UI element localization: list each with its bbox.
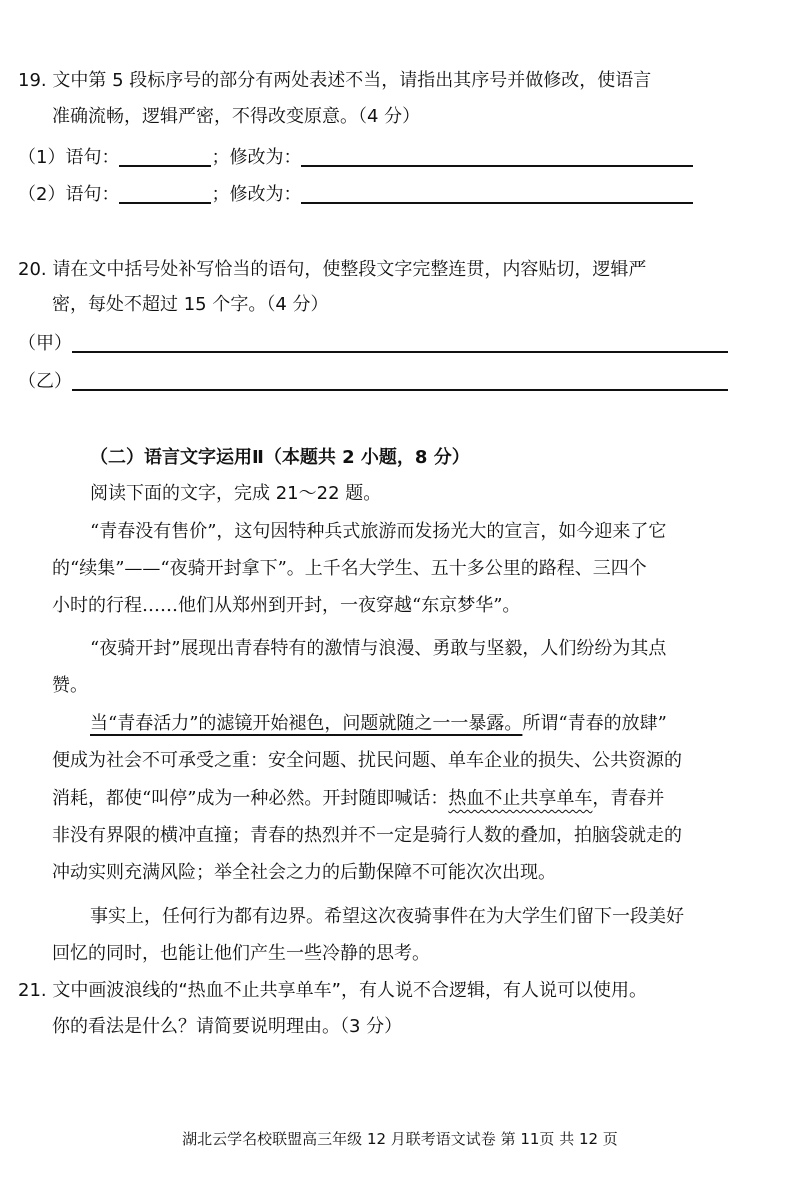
q21-line1: 21. 文中画波浪线的“热血不止共享单车”，有人说不合逻辑，有人说可以使用。 xyxy=(18,980,647,1001)
q20-yi-label: （乙） xyxy=(18,371,72,392)
passage-p3-l1 xyxy=(90,711,667,737)
q19-item2-revision-blank[interactable] xyxy=(301,184,693,204)
section-heading: （二）语言文字运用Ⅱ（本题共 2 小题，8 分） xyxy=(90,447,470,468)
passage-p1-l2: 的“续集”——“夜骑开封拿下”。上千名大学生、五十多公里的路程、三四个 xyxy=(52,558,647,579)
q20-line1: 20. 请在文中括号处补写恰当的语句，使整段文字完整连贯，内容贴切，逻辑严 xyxy=(18,259,647,280)
passage-p2-l1: “夜骑开封”展现出青春特有的激情与浪漫、勇敢与坚毅，人们纷纷为其点 xyxy=(90,638,667,659)
passage-p4-l2: 回忆的同时，也能让他们产生一些冷静的思考。 xyxy=(52,943,430,964)
q20-jia-label: （甲） xyxy=(18,333,72,354)
passage-p3-l2: 便成为社会不可承受之重：安全问题、扰民问题、单车企业的损失、公共资源的 xyxy=(52,750,682,771)
q19-line1: 19. 文中第 5 段标序号的部分有两处表述不当，请指出其序号并做修改，使语言 xyxy=(18,70,652,91)
q19-item2-revise-label: ；修改为： xyxy=(211,184,302,205)
q19-item1-label: （1）语句： xyxy=(18,147,120,168)
passage-p3-l5: 冲动实则充满风险；举全社会之力的后勤保障不可能次次出现。 xyxy=(52,862,556,883)
q20-yi xyxy=(18,369,728,395)
q19-item2-label: （2）语句： xyxy=(18,184,120,205)
q19-line2: 准确流畅，逻辑严密，不得改变原意。（4 分） xyxy=(52,106,421,127)
q20-jia-blank[interactable] xyxy=(72,333,728,353)
passage-p3-l3 xyxy=(52,786,664,812)
page-footer: 湖北云学名校联盟高三年级 12 月联考语文试卷 第 11页 共 12 页 xyxy=(182,1130,618,1148)
passage-p4-l1: 事实上，任何行为都有边界。希望这次夜骑事件在为大学生们留下一段美好 xyxy=(90,906,684,927)
q19-item1-sentence-blank[interactable] xyxy=(119,147,211,167)
q19-item2 xyxy=(18,182,693,208)
underlined-sentence: 当“青春活力”的滤镜开始褪色，问题就随之一一暴露。 xyxy=(90,713,523,734)
passage-p3-l1-rest: 所谓“青春的放肆” xyxy=(522,713,667,734)
q21-line2: 你的看法是什么？请简要说明理由。（3 分） xyxy=(52,1016,403,1037)
q19-item2-sentence-blank[interactable] xyxy=(119,184,211,204)
passage-p2-l2: 赞。 xyxy=(52,675,88,696)
q20-yi-blank[interactable] xyxy=(72,371,728,391)
q19-item1-revision-blank[interactable] xyxy=(301,147,693,167)
wavy-underlined-phrase: 热血不止共享单车 xyxy=(448,788,593,809)
q19-item1-revise-label: ；修改为： xyxy=(211,147,302,168)
passage-p3-l3-b: ，青春并 xyxy=(592,788,665,809)
q19-item1 xyxy=(18,145,693,171)
passage-p3-l4: 非没有界限的横冲直撞；青春的热烈并不一定是骑行人数的叠加，拍脑袋就走的 xyxy=(52,825,682,846)
q20-jia xyxy=(18,331,728,357)
section-intro: 阅读下面的文字，完成 21～22 题。 xyxy=(90,483,382,504)
q20-line2: 密，每处不超过 15 个字。（4 分） xyxy=(52,294,329,315)
passage-p1-l3: 小时的行程……他们从郑州到开封，一夜穿越“东京梦华”。 xyxy=(52,595,521,616)
passage-p1-l1: “青春没有售价”，这句因特种兵式旅游而发扬光大的宣言，如今迎来了它 xyxy=(90,521,667,542)
passage-p3-l3-a: 消耗，都使“叫停”成为一种必然。开封随即喊话： xyxy=(52,788,449,809)
